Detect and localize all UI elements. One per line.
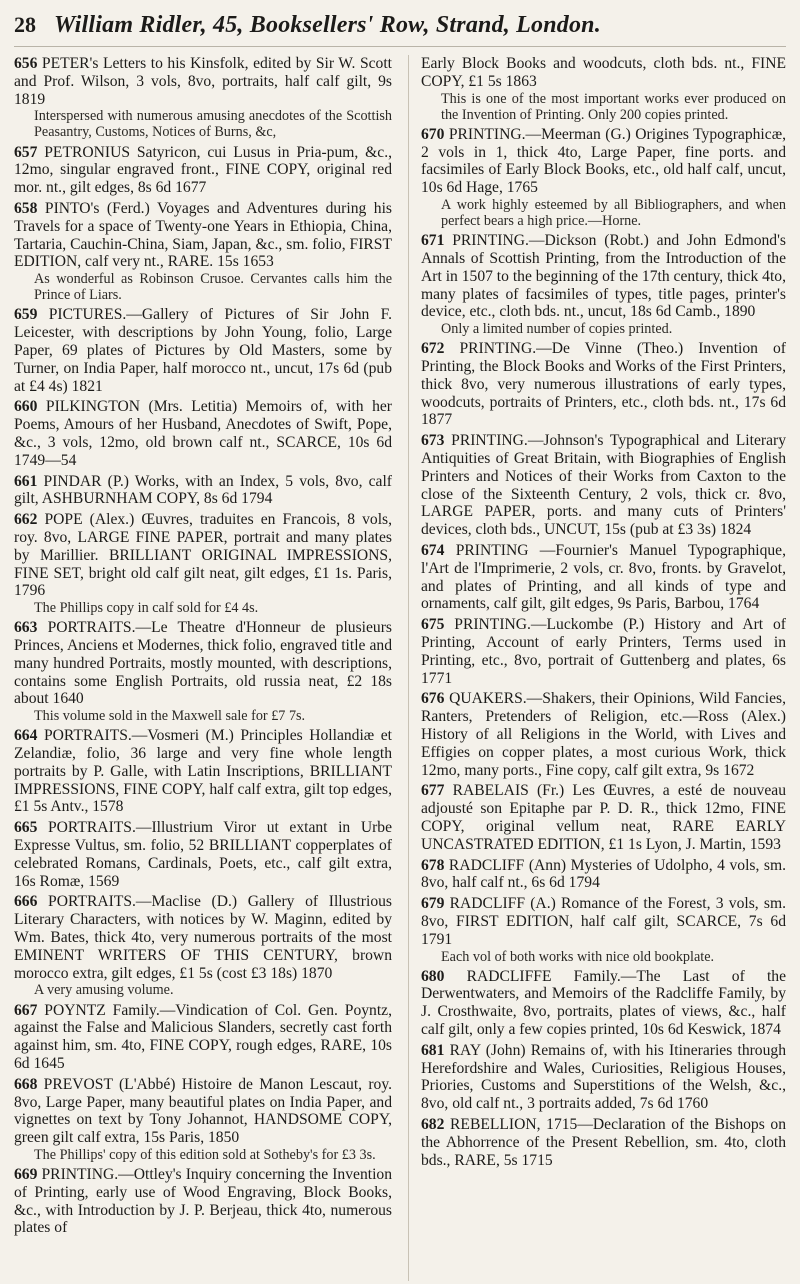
entry-description: RADCLIFF (A.) Romance of the Forest, 3 vols, sm. 8vo, FIRST EDITION, half calf gilt, SCARCE, 7s 6d 1791	[421, 895, 786, 948]
entry-description: PINDAR (P.) Works, with an Index, 5 vols, 8vo, calf gilt, ASHBURNHAM COPY, 8s 6d 1794	[14, 472, 392, 508]
catalogue-entry	[14, 144, 392, 197]
entry-number: 676	[421, 690, 445, 708]
entry-description: PORTRAITS.—Maclise (D.) Gallery of Illustrious Literary Characters, with notices by W. Maginn, edited by Wm. Bates, thick 4to, very numerous portraits of the most EMINENT WRITERS OF THIS CENTURY, brown morocco extra, gilt edges, £1 5s (cost £3 18s) 1870	[14, 893, 392, 982]
entry-description: POYNTZ Family.—Vindication of Col. Gen. Poyntz, against the False and Malicious Slanders, secretly cast forth against him, sm. 4to, FINE COPY, rough edges, RARE, 10s 6d 1645	[14, 1001, 392, 1072]
entry-description: PICTURES.—Gallery of Pictures of Sir John F. Leicester, with descriptions by John Young, folio, Large Paper, 69 plates of Pictures by Old Masters, some by Turner, on India Paper, half morocco nt., uncut, 17s 6d (pub at £4 4s) 1821	[14, 306, 392, 395]
entry-note: Only a limited number of copies printed.	[441, 321, 673, 338]
catalogue-entry	[421, 126, 786, 229]
entry-number: 668	[14, 1075, 38, 1093]
entry-number: 677	[421, 782, 445, 800]
entry-description: RADCLIFFE Family.—The Last of the Derwentwaters, and Memoirs of the Radcliffe Family, by J. Crosthwaite, 8vo, portraits, plates of views, &c., half calf gilt, only a few copies printed, 10s 6d Keswick, 1874	[421, 967, 786, 1039]
entry-description: PORTRAITS.—Illustrium Viror ut extant in Urbe Expresse Vultus, sm. folio, 52 BRILLIANT copperplates of celebrated Romans, Cardinals, Poets, etc., calf gilt extra, 16s Romæ, 1569	[14, 819, 392, 890]
entry-description: PRINTING.—De Vinne (Theo.) Invention of Printing, the Block Books and Works of the First Printers, thick 8vo, very numerous illustrations of early types, woodcuts, portraits of Printers, etc., cloth bds. nt., 17s 6d 1877	[421, 340, 786, 429]
entry-description: REBELLION, 1715—Declaration of the Bishops on the Abhorrence of the Present Rebellion, sm. 4to, cloth bds., RARE, 5s 1715	[421, 1116, 786, 1169]
entry-number: 679	[421, 895, 445, 913]
catalogue-entry	[421, 782, 786, 853]
entry-number: 680	[421, 967, 445, 985]
catalogue-entry	[421, 1042, 786, 1113]
entry-description: POPE (Alex.) Œuvres, traduites en Francois, 8 vols, roy. 8vo, LARGE FINE PAPER, portrait and many plates by Marillier. BRILLIANT ORIGINAL IMPRESSIONS, FINE SET, bright old calf gilt neat, gilt edges, £1 1s. Paris, 1796	[14, 511, 392, 600]
entry-number: 661	[14, 472, 38, 490]
entry-number: 660	[14, 398, 38, 416]
catalogue-entry	[14, 619, 392, 724]
catalogue-entry	[14, 55, 392, 141]
catalogue-entry	[14, 473, 392, 509]
catalogue-entry	[14, 1166, 392, 1237]
catalogue-entry	[421, 895, 786, 964]
entry-description: PORTRAITS.—Vosmeri (M.) Principles Hollandiæ et Zelandiæ, folio, 36 large and very fine whole length portraits by P. Galle, with Latin Inscriptions, BRILLIANT IMPRESSIONS, FINE COPY, half calf extra, gilt top edges, £1 5s Antv., 1578	[14, 727, 392, 816]
catalogue-entry	[14, 1076, 392, 1163]
catalogue-entry	[14, 398, 392, 469]
entry-number: 656	[14, 55, 38, 72]
entry-description: PETRONIUS Satyricon, cui Lusus in Pria-pum, &c., 12mo, singular engraved front., FINE COPY, original red mor. nt., gilt edges, 8s 6d 1677	[14, 143, 392, 197]
left-column	[14, 55, 392, 1281]
entry-description: PREVOST (L'Abbé) Histoire de Manon Lescaut, roy. 8vo, Large Paper, many beautiful plates on India Paper, and vignettes on text by Tony Johannot, HANDSOME COPY, green gilt calf extra, 15s Paris, 1850	[14, 1075, 392, 1147]
catalogue-entry	[421, 542, 786, 613]
catalogue-entry	[14, 200, 392, 303]
entry-note: This is one of the most important works ever produced on the Invention of Printing. Only 200 copies printed.	[441, 90, 786, 123]
entry-description: RAY (John) Remains of, with his Itineraries through Herefordshire and Wales, Curiosities, Religious Houses, Priories, Customs and Superstitions of the Welsh, &c., 8vo, old calf nt., 3 portraits added, 7s 6d 1760	[421, 1041, 786, 1113]
catalogue-entry	[421, 857, 786, 893]
catalogue-entry	[14, 1002, 392, 1073]
entry-description: PRINTING.—Meerman (G.) Origines Typographicæ, 2 vols in 1, thick 4to, Large Paper, fine ports. and facsimiles of Early Block Books, etc., old half calf, uncut, 10s 6d Hage, 1765	[421, 125, 786, 197]
entry-number: 657	[14, 143, 38, 161]
catalogue-entry	[14, 727, 392, 816]
entry-description: PRINTING —Fournier's Manuel Typographique, l'Art de l'Imprimerie, 2 vols, cr. 8vo, fronts. by Gravelot, and plates of Printing, and all kinds of type and ornaments, calf gilt, gilt edges, 9s Paris, Barbou, 1764	[421, 542, 786, 613]
entry-description: QUAKERS.—Shakers, their Opinions, Wild Fancies, Ranters, Pretenders of Religion, etc.—Ross (Alex.) History of all Religions in the World, with Lives and Effigies on copper plates, a most curious Work, thick 12mo, many ports., Fine copy, calf gilt extra, 9s 1672	[421, 690, 786, 779]
entry-description: PETER's Letters to his Kinsfolk, edited by Sir W. Scott and Prof. Wilson, 3 vols, 8vo, portraits, half calf gilt, 9s 1819	[14, 55, 392, 108]
entry-number: 659	[14, 306, 38, 324]
entry-description: PORTRAITS.—Le Theatre d'Honneur de plusieurs Princes, Anciens et Modernes, thick folio, engraved title and many hundred Portraits, mostly mounted, with descriptions, contains some English Portraits, old russia neat, £2 18s about 1640	[14, 619, 392, 708]
entry-number: 665	[14, 819, 38, 837]
entry-number: 670	[421, 125, 445, 143]
entry-description: PRINTING.—Johnson's Typographical and Literary Antiquities of Great Britain, with Biographies of English Printers and Notices of their Works from Caxton to the close of the Sixteenth Century, 2 vols, thick cr. 8vo, LARGE PAPER, ports. and many cuts of Printers' devices, cloth bds., UNCUT, 15s (pub at £3 3s) 1824	[421, 432, 786, 539]
entry-number: 678	[421, 856, 445, 874]
entry-note: The Phillips copy in calf sold for £4 4s.	[34, 600, 259, 617]
entry-description: PILKINGTON (Mrs. Letitia) Memoirs of, with her Poems, Amours of her Husband, Anecdotes of Swift, Pope, &c., 3 vols, 12mo, old brown calf nt., SCARCE, 10s 6d 1749—54	[14, 398, 392, 469]
entry-number: 672	[421, 340, 445, 358]
entry-note: Interspersed with numerous amusing anecdotes of the Scottish Peasantry, Customs, Notices of Burns, &c,	[34, 108, 392, 141]
entry-number: 682	[421, 1116, 445, 1133]
catalogue-entry	[421, 232, 786, 337]
entry-number: 667	[14, 1001, 38, 1019]
catalogue-entry	[421, 690, 786, 779]
catalogue-entry	[421, 616, 786, 687]
entry-note: As wonderful as Robinson Crusoe. Cervantes calls him the Prince of Liars.	[34, 271, 392, 304]
catalogue-entry	[421, 1116, 786, 1169]
catalogue-columns	[14, 55, 786, 1281]
entry-number: 658	[14, 199, 38, 217]
entry-number: 666	[14, 893, 38, 911]
entry-number: 663	[14, 619, 38, 637]
entry-description: PRINTING.—Ottley's Inquiry concerning the Invention of Printing, early use of Wood Engraving, Block Books, &c., with Introduction by J. P. Berjeau, thick 4to, numerous plates of	[14, 1165, 393, 1237]
right-column	[408, 55, 786, 1281]
catalogue-entry	[14, 819, 392, 890]
catalogue-entry	[421, 432, 786, 539]
entry-description: PRINTING.—Dickson (Robt.) and John Edmond's Annals of Scottish Printing, from the Introduction of the Art in 1507 to the beginning of the 17th century, thick 4to, many plates of facsimiles of types, title pages, printer's device, etc., cloth bds. nt., uncut, 18s 6d Camb., 1890	[421, 232, 786, 321]
page-number: 28	[14, 12, 36, 37]
entry-note: A work highly esteemed by all Bibliographers, and when perfect bears a high price.—Horne.	[441, 196, 786, 230]
entry-description: RABELAIS (Fr.) Les Œuvres, a esté de nouveau adjousté son Epitaphe par P. D. R., thick 12mo, FINE COPY, original vellum neat, RARE EARLY UNCASTRATED EDITION, £1 1s Lyon, J. Martin, 1593	[421, 782, 786, 853]
entry-number: 681	[421, 1041, 445, 1059]
entry-note: The Phillips' copy of this edition sold at Sotheby's for £3 3s.	[34, 1146, 376, 1163]
catalogue-entry	[421, 55, 786, 123]
entry-number: 662	[14, 511, 38, 529]
entry-description: PINTO's (Ferd.) Voyages and Adventures during his Travels for a space of Twenty-one Years in Ethiopia, China, Tartaria, Cauchin-China, Siam, Japan, &c., sm. folio, FIRST EDITION, calf very nt., RARE. 15s 1653	[14, 199, 392, 271]
entry-note: Each vol of both works with nice old bookplate.	[441, 948, 715, 965]
entry-number: 664	[14, 727, 38, 745]
entry-number: 669	[14, 1165, 38, 1183]
entry-number: 671	[421, 232, 445, 250]
entry-number: 673	[421, 432, 445, 450]
catalogue-entry	[14, 511, 392, 616]
catalogue-entry	[421, 968, 786, 1039]
entry-description: PRINTING.—Luckombe (P.) History and Art of Printing, Account of early Printers, Terms used in Printing, etc., 8vo, portrait of Guttenberg and plates, 6s 1771	[421, 616, 786, 687]
entry-number: 675	[421, 616, 445, 634]
catalogue-entry	[14, 306, 392, 395]
catalogue-entry	[421, 340, 786, 429]
entry-note: A very amusing volume.	[34, 982, 174, 999]
entry-note: This volume sold in the Maxwell sale for £7 7s.	[34, 708, 306, 725]
entry-description: RADCLIFF (Ann) Mysteries of Udolpho, 4 vols, sm. 8vo, half calf nt., 6s 6d 1794	[421, 856, 786, 892]
running-title: William Ridler, 45, Booksellers' Row, Strand, London.	[54, 12, 601, 38]
catalogue-entry	[14, 893, 392, 998]
entry-description: Early Block Books and woodcuts, cloth bds. nt., FINE COPY, £1 5s 1863	[421, 55, 786, 90]
page-header	[14, 12, 786, 47]
entry-number: 674	[421, 542, 445, 559]
